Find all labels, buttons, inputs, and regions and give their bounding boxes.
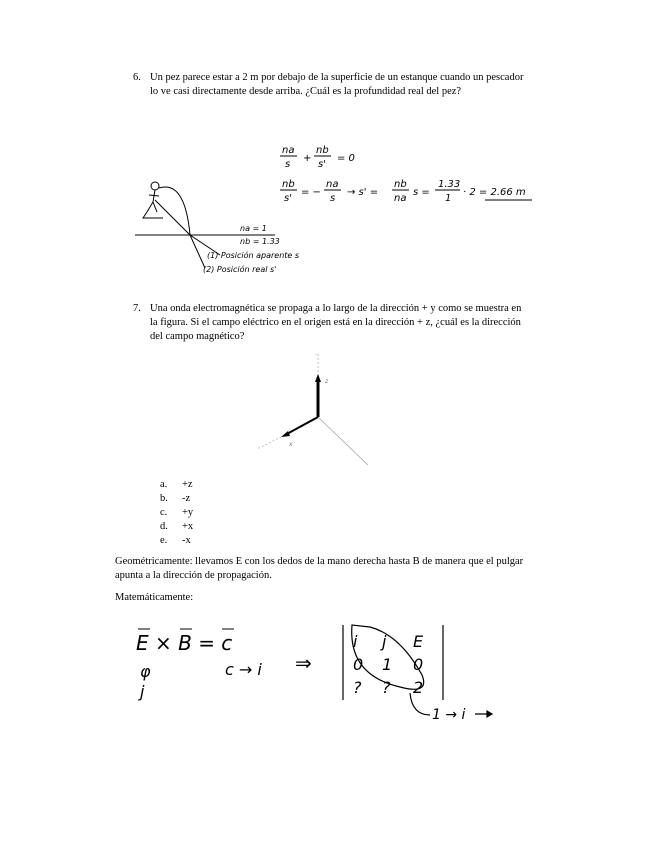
y-axis	[318, 417, 368, 465]
eq2-arrow: → s' =	[347, 187, 379, 198]
det-r2-c3: 0	[413, 655, 424, 674]
eq2-num-a: nb	[282, 179, 295, 190]
svg-text:·: ·	[315, 352, 317, 359]
eq2-result: · 2 = 2.66 m	[463, 187, 526, 198]
axes-figure	[245, 345, 385, 475]
det-r2-c2: 1	[382, 655, 393, 674]
question-7-number: 7.	[133, 303, 141, 314]
option-c: c. +y	[160, 507, 194, 518]
eq1-rest: = 0	[337, 153, 355, 164]
eq2-s: s =	[413, 187, 430, 198]
x-axis-bold	[285, 417, 318, 435]
geometric-explanation-line-2: apunta a la dirección de propagación.	[115, 570, 272, 581]
eq1-den-a: s	[285, 159, 291, 170]
eq2-den-d: 1	[445, 193, 452, 204]
option-b: b. -z	[160, 493, 191, 504]
det-r1-c1: i	[353, 632, 358, 651]
eq2-num-c: nb	[394, 179, 407, 190]
eq2-mid: = −	[301, 187, 321, 198]
eq1-den-b: s'	[318, 159, 326, 170]
z-arrowhead	[315, 374, 321, 382]
eq1-plus: +	[303, 153, 312, 164]
det-r1-c2: j	[382, 632, 387, 651]
question-6-handwritten-solution	[135, 140, 555, 280]
eq2-den-c: na	[394, 193, 407, 204]
question-6-line-1: Un pez parece estar a 2 m por debajo de la superficie de un estanque cuando un pescador	[150, 72, 524, 83]
c-to-i: c → i	[225, 660, 262, 679]
label-apparent-position: (1) Posición aparente s	[207, 251, 300, 260]
under-symbol-1: φ	[140, 662, 151, 681]
question-7-line-2: la figura. Si el campo eléctrico en el origen está en la dirección + z, ¿cuál es la dirección	[150, 317, 521, 328]
eq2-den-b: s	[330, 193, 336, 204]
det-r3-c1: ?	[353, 678, 362, 697]
svg-text:x: x	[289, 441, 293, 448]
question-6-number: 6.	[133, 72, 141, 83]
math-handwritten-solution	[130, 615, 510, 730]
x-axis-dashed	[257, 435, 285, 449]
option-a: a. +z	[160, 479, 193, 490]
nb-label: nb = 1.33	[240, 237, 280, 246]
under-symbol-2: j	[140, 682, 145, 701]
eq1-num-a: na	[282, 145, 295, 156]
eq1-num-b: nb	[316, 145, 329, 156]
eq2-num-d: 1.33	[438, 179, 461, 190]
implies-arrow: ⇒	[295, 651, 312, 675]
option-e: e. -x	[160, 535, 191, 546]
question-7-line-3: del campo magnético?	[150, 331, 245, 342]
svg-text:z: z	[325, 378, 329, 385]
na-label: na = 1	[240, 224, 267, 233]
option-d: d. +x	[160, 521, 194, 532]
label-real-position: (2) Posición real s'	[203, 265, 277, 274]
geometric-explanation-line-1: Geométricamente: llevamos E con los dedos de la mano derecha hasta B de manera que el pulgar	[115, 556, 524, 567]
det-r3-c2: ?	[382, 678, 391, 697]
det-r3-c3: 2	[413, 678, 424, 697]
result-label: 1 → i	[432, 707, 466, 723]
question-7-line-1: Una onda electromagnética se propaga a lo largo de la dirección + y como se muestra en	[150, 303, 522, 314]
eq2-num-b: na	[326, 179, 339, 190]
cross-product-equation: E × B = c	[136, 631, 233, 655]
mathematical-label: Matemáticamente:	[115, 592, 194, 603]
result-arrowhead	[487, 711, 492, 717]
eq2-den-a: s'	[284, 193, 292, 204]
det-r2-c1: 0	[353, 655, 364, 674]
question-6-line-2: lo ve casi directamente desde arriba. ¿Cuál es la profundidad real del pez?	[150, 86, 462, 97]
det-r1-c3: E	[413, 632, 424, 651]
